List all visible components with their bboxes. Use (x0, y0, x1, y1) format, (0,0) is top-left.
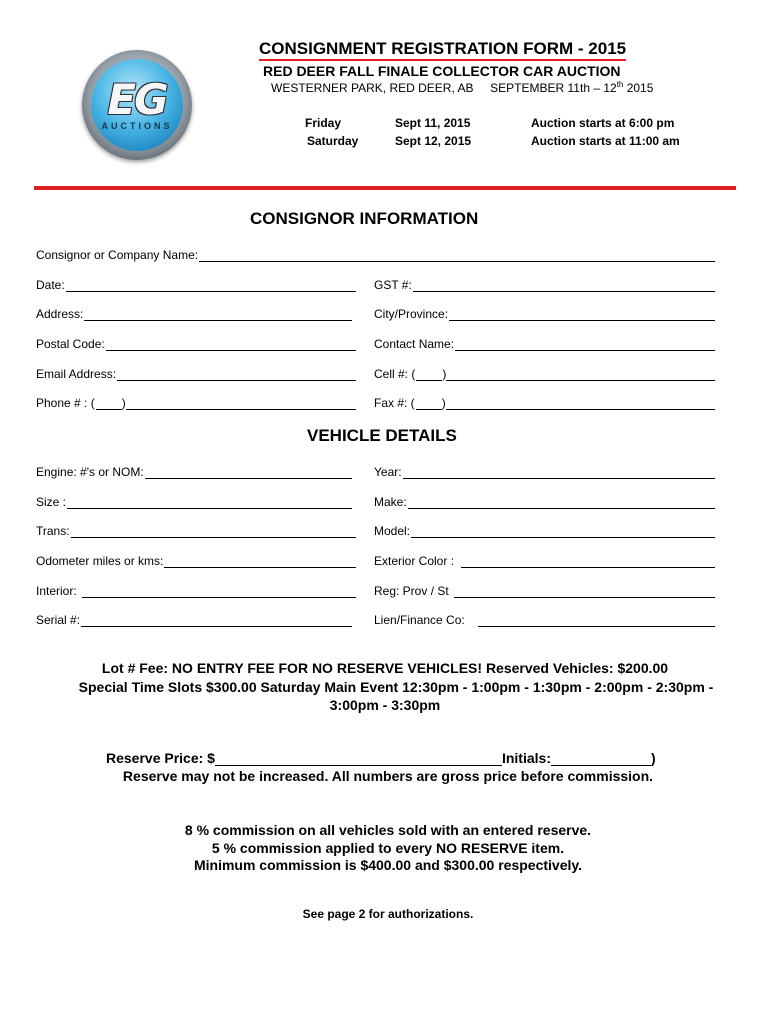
interior-field[interactable]: Interior: (36, 582, 356, 598)
schedule-date-1: Sept 11, 2015 (395, 116, 471, 130)
schedule-start-2: Auction starts at 11:00 am (531, 134, 680, 148)
vehicle-heading: VEHICLE DETAILS (307, 426, 457, 445)
email-field[interactable]: Email Address: (36, 365, 356, 381)
auction-name: RED DEER FALL FINALE COLLECTOR CAR AUCTION (263, 63, 621, 79)
location-dates (271, 80, 653, 95)
location: WESTERNER PARK, RED DEER, AB (271, 81, 474, 95)
time-slots-text: Special Time Slots $300.00 Saturday Main Event 12:30pm - 1:00pm - 1:30pm - 2:00pm - 2:30pm - (78, 679, 714, 695)
city-province-field[interactable]: City/Province: (374, 305, 715, 321)
reserve-note: Reserve may not be increased. All numbers are gross price before commission. (122, 768, 654, 784)
phone-field[interactable]: Phone # : ( ) (36, 394, 356, 410)
engine-field[interactable]: Engine: #'s or NOM: (36, 463, 352, 479)
commission-line-1: 8 % commission on all vehicles sold with an entered reserve. (184, 822, 592, 838)
schedule-day-2: Saturday (307, 134, 359, 148)
logo-letters: EG (107, 75, 167, 124)
form-title: CONSIGNMENT REGISTRATION FORM - 2015 (259, 39, 626, 61)
odometer-field[interactable]: Odometer miles or kms: (36, 552, 356, 568)
reserve-price-field[interactable]: Reserve Price: $ Initials: ) (106, 750, 656, 766)
fax-field[interactable]: Fax #: ( ) (374, 394, 715, 410)
see-page-note: See page 2 for authorizations. (302, 907, 474, 921)
schedule-start-1: Auction starts at 6:00 pm (531, 116, 675, 130)
serial-field[interactable]: Serial #: (36, 611, 352, 627)
logo-badge (91, 59, 183, 151)
make-field[interactable]: Make: (374, 493, 715, 509)
consignor-heading: CONSIGNOR INFORMATION (250, 209, 479, 228)
logo-subtitle: AUCTIONS (101, 121, 173, 131)
gst-field[interactable]: GST #: (374, 276, 715, 292)
header-divider (34, 186, 736, 190)
company-logo (82, 50, 192, 160)
company-name-field[interactable]: Consignor or Company Name: (36, 246, 715, 262)
date-field[interactable]: Date: (36, 276, 356, 292)
year-field[interactable]: Year: (374, 463, 715, 479)
schedule-date-2: Sept 12, 2015 (395, 134, 472, 148)
size-field[interactable]: Size : (36, 493, 352, 509)
cell-field[interactable]: Cell #: ( ) (374, 365, 715, 381)
contact-name-field[interactable]: Contact Name: (374, 335, 715, 351)
schedule-day-1: Friday (305, 116, 342, 130)
dates: SEPTEMBER 11th – 12th 2015 (490, 80, 654, 95)
exterior-color-field[interactable]: Exterior Color : (374, 552, 715, 568)
postal-code-field[interactable]: Postal Code: (36, 335, 356, 351)
trans-field[interactable]: Trans: (36, 522, 356, 538)
lot-fee-text: Lot # Fee: NO ENTRY FEE FOR NO RESERVE VEHICLES! Reserved Vehicles: $200.00 (101, 660, 669, 676)
registration-field[interactable]: Reg: Prov / St (374, 582, 715, 598)
time-slots-cont: 3:00pm - 3:30pm (329, 697, 441, 713)
commission-line-2: 5 % commission applied to every NO RESERVE item. (211, 840, 565, 856)
address-field[interactable]: Address: (36, 305, 352, 321)
lien-finance-field[interactable]: Lien/Finance Co: (374, 611, 715, 627)
model-field[interactable]: Model: (374, 522, 715, 538)
commission-line-3: Minimum commission is $400.00 and $300.00 respectively. (193, 857, 583, 873)
